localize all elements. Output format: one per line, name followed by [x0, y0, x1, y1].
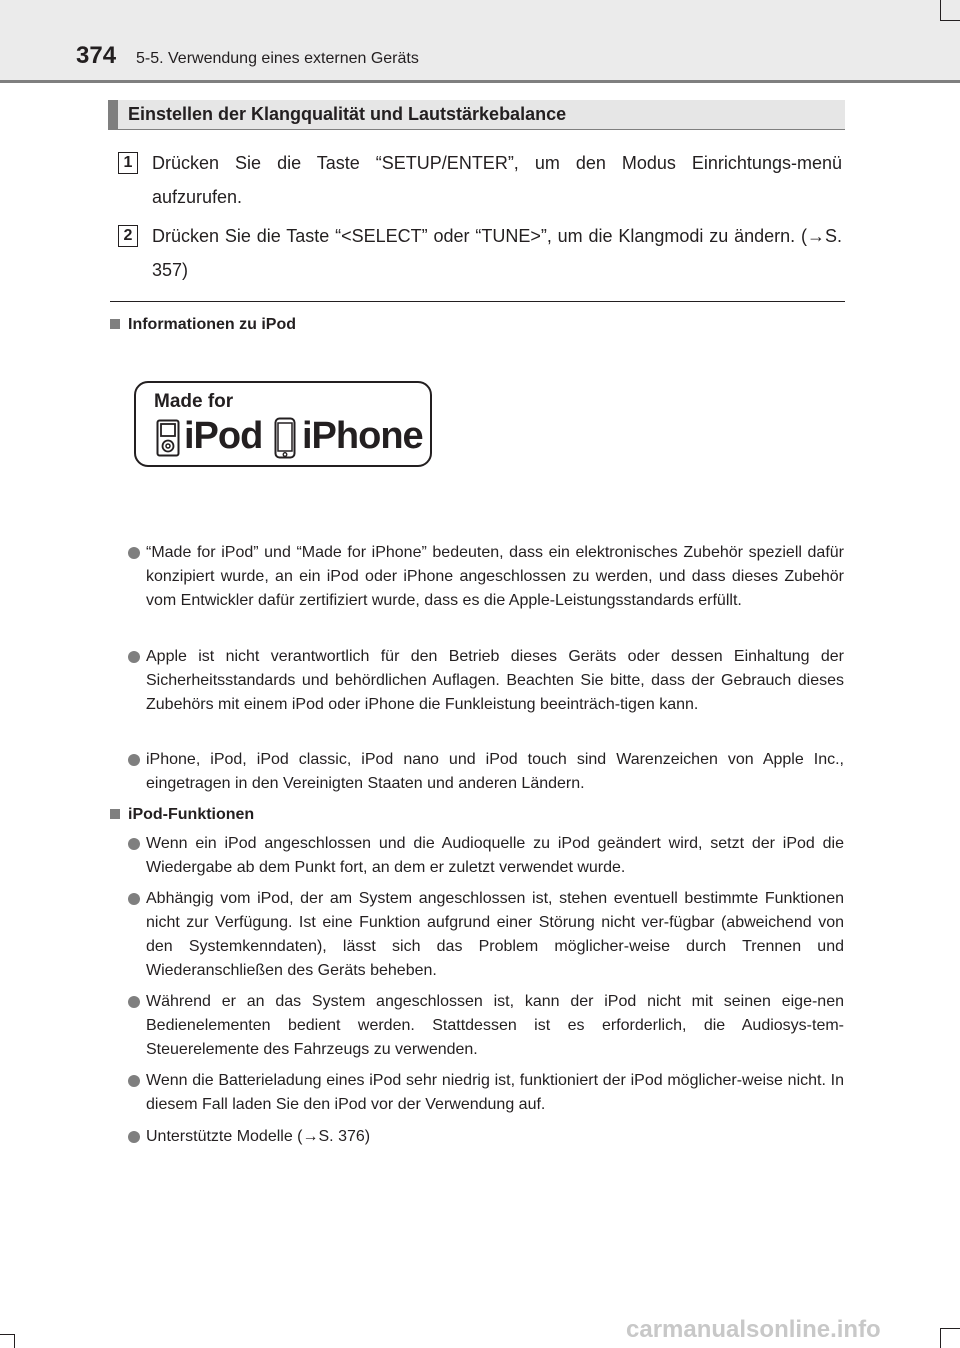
- ipod-device-icon: [156, 419, 180, 457]
- crop-mark: [940, 20, 960, 21]
- bullet-dot-icon: [128, 547, 140, 559]
- info-heading: [110, 316, 296, 334]
- badge-made-for: Made for: [154, 391, 234, 412]
- badge-ipod: iPod: [184, 415, 263, 457]
- crop-mark: [940, 1328, 941, 1348]
- function-bullet-3: [146, 990, 844, 1062]
- info-bullet-1-text: “Made for iPod” und “Made for iPhone” bedeuten, dass ein elektronisches Zubehör speziell dafür konzipiert wurde, an ein iPod oder iPhone angeschlossen zu werden, und dass dieses Zubehör vom Entwickler dafür zertifiziert wurde, dass es die Apple-Leistungsstandards erfüllt.: [146, 544, 844, 609]
- step-text-1: Drücken Sie die Taste “SETUP/ENTER”, um den Modus Einrichtungs-menü aufzurufen.: [152, 153, 842, 207]
- made-for-ipod-iphone-badge: [134, 381, 432, 467]
- functions-heading: [110, 806, 254, 824]
- crop-mark: [940, 0, 941, 20]
- function-bullet-4: [146, 1069, 844, 1117]
- watermark: carmanualsonline.info: [626, 1316, 881, 1343]
- function-bullet-2: [146, 887, 844, 983]
- info-heading-text: Informationen zu iPod: [128, 316, 296, 333]
- crop-mark: [0, 1334, 14, 1335]
- bullet-dot-icon: [128, 996, 140, 1008]
- bullet-dot-icon: [128, 754, 140, 766]
- functions-heading-text: iPod-Funktionen: [128, 806, 255, 823]
- badge-iphone: iPhone: [302, 415, 423, 457]
- bullet-dot-icon: [128, 1075, 140, 1087]
- step-number-2: 2: [118, 225, 138, 247]
- page-number: 374: [76, 42, 117, 69]
- info-bullet-3-text: iPhone, iPod, iPod classic, iPod nano und iPod touch sind Warenzeichen von Apple Inc., eingetragen in den Vereinigten Staaten und anderen Ländern.: [146, 751, 844, 792]
- info-bullet-3: [146, 748, 844, 796]
- function-bullet-3-text: Während er an das System angeschlossen ist, kann der iPod nicht mit seinen eige-nen Bedienelementen bedient werden. Stattdessen ist es erforderlich, die Audiosys-tem-Steuerelemente des Fahrzeugs zu verwenden.: [146, 993, 844, 1058]
- info-bullet-1: [146, 541, 844, 613]
- bullet-dot-icon: [128, 838, 140, 850]
- header-rule: [0, 80, 960, 83]
- function-bullet-4-text: Wenn die Batterieladung eines iPod sehr niedrig ist, funktioniert der iPod möglicher-weise nicht. In diesem Fall laden Sie den iPod vor der Verwendung auf.: [146, 1072, 844, 1113]
- function-bullet-5: [146, 1125, 844, 1149]
- section-heading: [108, 100, 845, 130]
- function-bullet-5-text: Unterstützte Modelle (→S. 376): [146, 1128, 371, 1145]
- function-bullet-2-text: Abhängig vom iPod, der am System angeschlossen ist, stehen eventuell bestimmte Funktionen nicht zur Verfügung. Ist eine Funktion aufgrund einer Störung nicht ver-fügbar (abweichend von den Systemkenndaten), lässt sich das Problem möglicher-weise durch Trennen und Wiederanschließen des Geräts beheben.: [146, 890, 844, 979]
- function-bullet-1: [146, 832, 844, 880]
- step-text-2: Drücken Sie die Taste “<SELECT” oder “TUNE>”, um die Klangmodi zu ändern. (→S. 357): [152, 226, 842, 280]
- crop-mark: [14, 1334, 15, 1348]
- square-bullet-icon: [110, 319, 120, 329]
- info-bullet-2: [146, 645, 844, 717]
- bullet-dot-icon: [128, 893, 140, 905]
- function-bullet-1-text: Wenn ein iPod angeschlossen und die Audioquelle zu iPod geändert wird, setzt der iPod die Wiedergabe ab dem Punkt fort, an dem er zuletzt verwendet wurde.: [146, 835, 844, 876]
- header-band: [0, 0, 960, 80]
- square-bullet-icon: [110, 809, 120, 819]
- bullet-dot-icon: [128, 651, 140, 663]
- step-number-1: 1: [118, 152, 138, 174]
- iphone-device-icon: [274, 417, 296, 459]
- section-title: Einstellen der Klangqualität und Lautstärkebalance: [128, 104, 567, 124]
- crop-mark: [940, 1328, 960, 1329]
- section-path: 5-5. Verwendung eines externen Geräts: [136, 50, 419, 67]
- info-bullet-2-text: Apple ist nicht verantwortlich für den Betrieb dieses Geräts oder dessen Einhaltung der Sicherheitsstandards und behördlichen Auflagen. Beachten Sie bitte, dass der Gebrauch dieses Zubehörs mit einem iPod oder iPhone die Funkleistung beeinträch-tigen kann.: [146, 648, 844, 713]
- bullet-dot-icon: [128, 1131, 140, 1143]
- section-divider: [110, 301, 845, 302]
